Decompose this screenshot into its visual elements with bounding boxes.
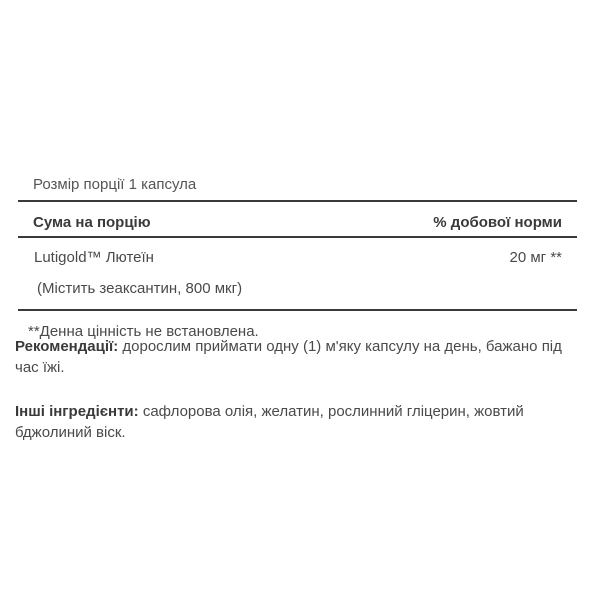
- ingredient-sub-detail: (Містить зеаксантин, 800 мкг): [37, 280, 243, 297]
- ingredient-amount: 20 мг **: [509, 249, 562, 266]
- daily-value-header: % добової норми: [433, 214, 562, 231]
- facts-table-header-row: [18, 202, 577, 238]
- recommendations-text: дорослим приймати одну (1) м'яку капсулу на день, бажано під час їжі.: [15, 338, 562, 376]
- amount-per-serving-header: Сума на порцію: [33, 214, 151, 231]
- recommendations-label: Рекомендації:: [15, 338, 119, 355]
- supplement-facts-table: [18, 200, 577, 350]
- other-ingredients-label: Інші інгредієнти:: [15, 403, 139, 420]
- serving-size-text: Розмір порції 1 капсула: [33, 176, 197, 193]
- table-row: [18, 238, 577, 266]
- facts-table-body: [18, 238, 577, 311]
- daily-value-footnote: **Денна цінність не встановлена.: [28, 323, 259, 340]
- other-ingredients-text: сафлорова олія, желатин, рослинний гліцерин, жовтий бджолиний віск.: [15, 403, 524, 441]
- recommendations-paragraph: [15, 336, 571, 378]
- ingredient-name: Lutigold™ Лютеїн: [34, 249, 154, 266]
- other-ingredients-paragraph: [15, 401, 571, 443]
